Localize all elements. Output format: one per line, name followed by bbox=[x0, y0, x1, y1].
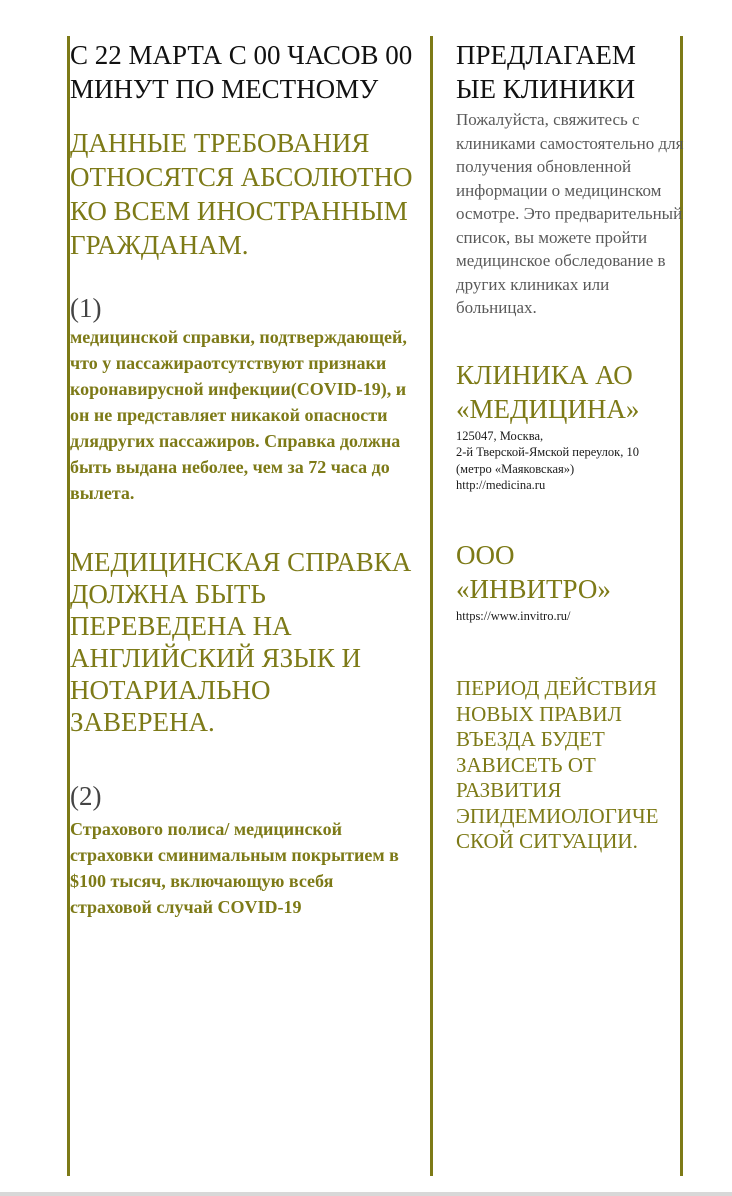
validity-note bbox=[456, 676, 684, 855]
validity-line-1: ПЕРИОД ДЕЙСТВИЯ bbox=[456, 676, 657, 700]
clinic-2-name bbox=[456, 538, 684, 606]
validity-line-4: ЗАВИСЕТЬ ОТ bbox=[456, 752, 596, 777]
left-column bbox=[70, 36, 415, 920]
clinic-1-address-line-3: (метро «Маяковская») bbox=[456, 461, 575, 476]
validity-line-6: ЭПИДЕМИОЛОГИЧЕ bbox=[456, 803, 659, 828]
validity-line-7: СКОЙ СИТУАЦИИ. bbox=[456, 829, 638, 853]
middle-divider-line bbox=[430, 36, 433, 1176]
item-1-number: (1) bbox=[70, 293, 102, 323]
clinic-1-name bbox=[456, 358, 684, 426]
clinic-2-name-line-1: ООО bbox=[456, 539, 515, 570]
item-1-text: медицинской справки, подтверждающей, что у пассажираотсутствуют признаки коронавирусной инфекции(COVID-19), и он не представляет никакой опасности длядругих пассажиров. Справка должна быть выдана неболее, чем за 72 часа до вылета. bbox=[70, 327, 407, 503]
clinics-intro: Пожалуйста, свяжитесь с клиниками самостоятельно для получения обновленной информации о медицинском осмотре. Это предварительный список, вы можете пройти медицинское обследование в других клиниках или больницах. bbox=[456, 110, 684, 317]
clinic-1-address-line-2: 2-й Тверской-Ямской переулок, 10 bbox=[456, 445, 639, 459]
clinic-2-name-line-2: «ИНВИТРО» bbox=[456, 573, 611, 604]
right-column bbox=[456, 36, 684, 855]
validity-line-5: РАЗВИТИЯ bbox=[456, 778, 562, 802]
clinics-heading-line-1: ПРЕДЛАГАЕМ bbox=[456, 40, 636, 70]
translation-note: МЕДИЦИНСКАЯ СПРАВКА ДОЛЖНА БЫТЬ ПЕРЕВЕДЕНА НА АНГЛИЙСКИЙ ЯЗЫК И НОТАРИАЛЬНО ЗАВЕРЕНА. bbox=[70, 547, 412, 737]
clinic-1-address-line-1: 125047, Москва, bbox=[456, 428, 544, 443]
validity-line-3: ВЪЕЗДА БУДЕТ bbox=[456, 727, 605, 751]
validity-line-2: НОВЫХ ПРАВИЛ bbox=[456, 701, 622, 726]
date-heading: С 22 МАРТА С 00 ЧАСОВ 00 МИНУТ ПО МЕСТНОМУ bbox=[70, 40, 413, 104]
item-2-text: Страхового полиса/ медицинской страховки сминимальным покрытием в $100 тысяч, включающую всебя страховой случай COVID-19 bbox=[70, 819, 399, 917]
clinic-1-url: http://medicina.ru bbox=[456, 478, 546, 492]
requirements-note: ДАННЫЕ ТРЕБОВАНИЯ ОТНОСЯТСЯ АБСОЛЮТНО КО ВСЕМ ИНОСТРАННЫМ ГРАЖДАНАМ. bbox=[70, 128, 413, 260]
clinic-1-name-line-2: «МЕДИЦИНА» bbox=[456, 393, 640, 424]
clinics-heading bbox=[456, 38, 684, 106]
bottom-edge bbox=[0, 1192, 732, 1196]
item-2-number: (2) bbox=[70, 781, 102, 811]
clinics-heading-line-2: ЫЕ КЛИНИКИ bbox=[456, 74, 636, 104]
clinic-2-url: https://www.invitro.ru/ bbox=[456, 608, 571, 623]
clinic-1-name-line-1: КЛИНИКА АО bbox=[456, 359, 633, 390]
